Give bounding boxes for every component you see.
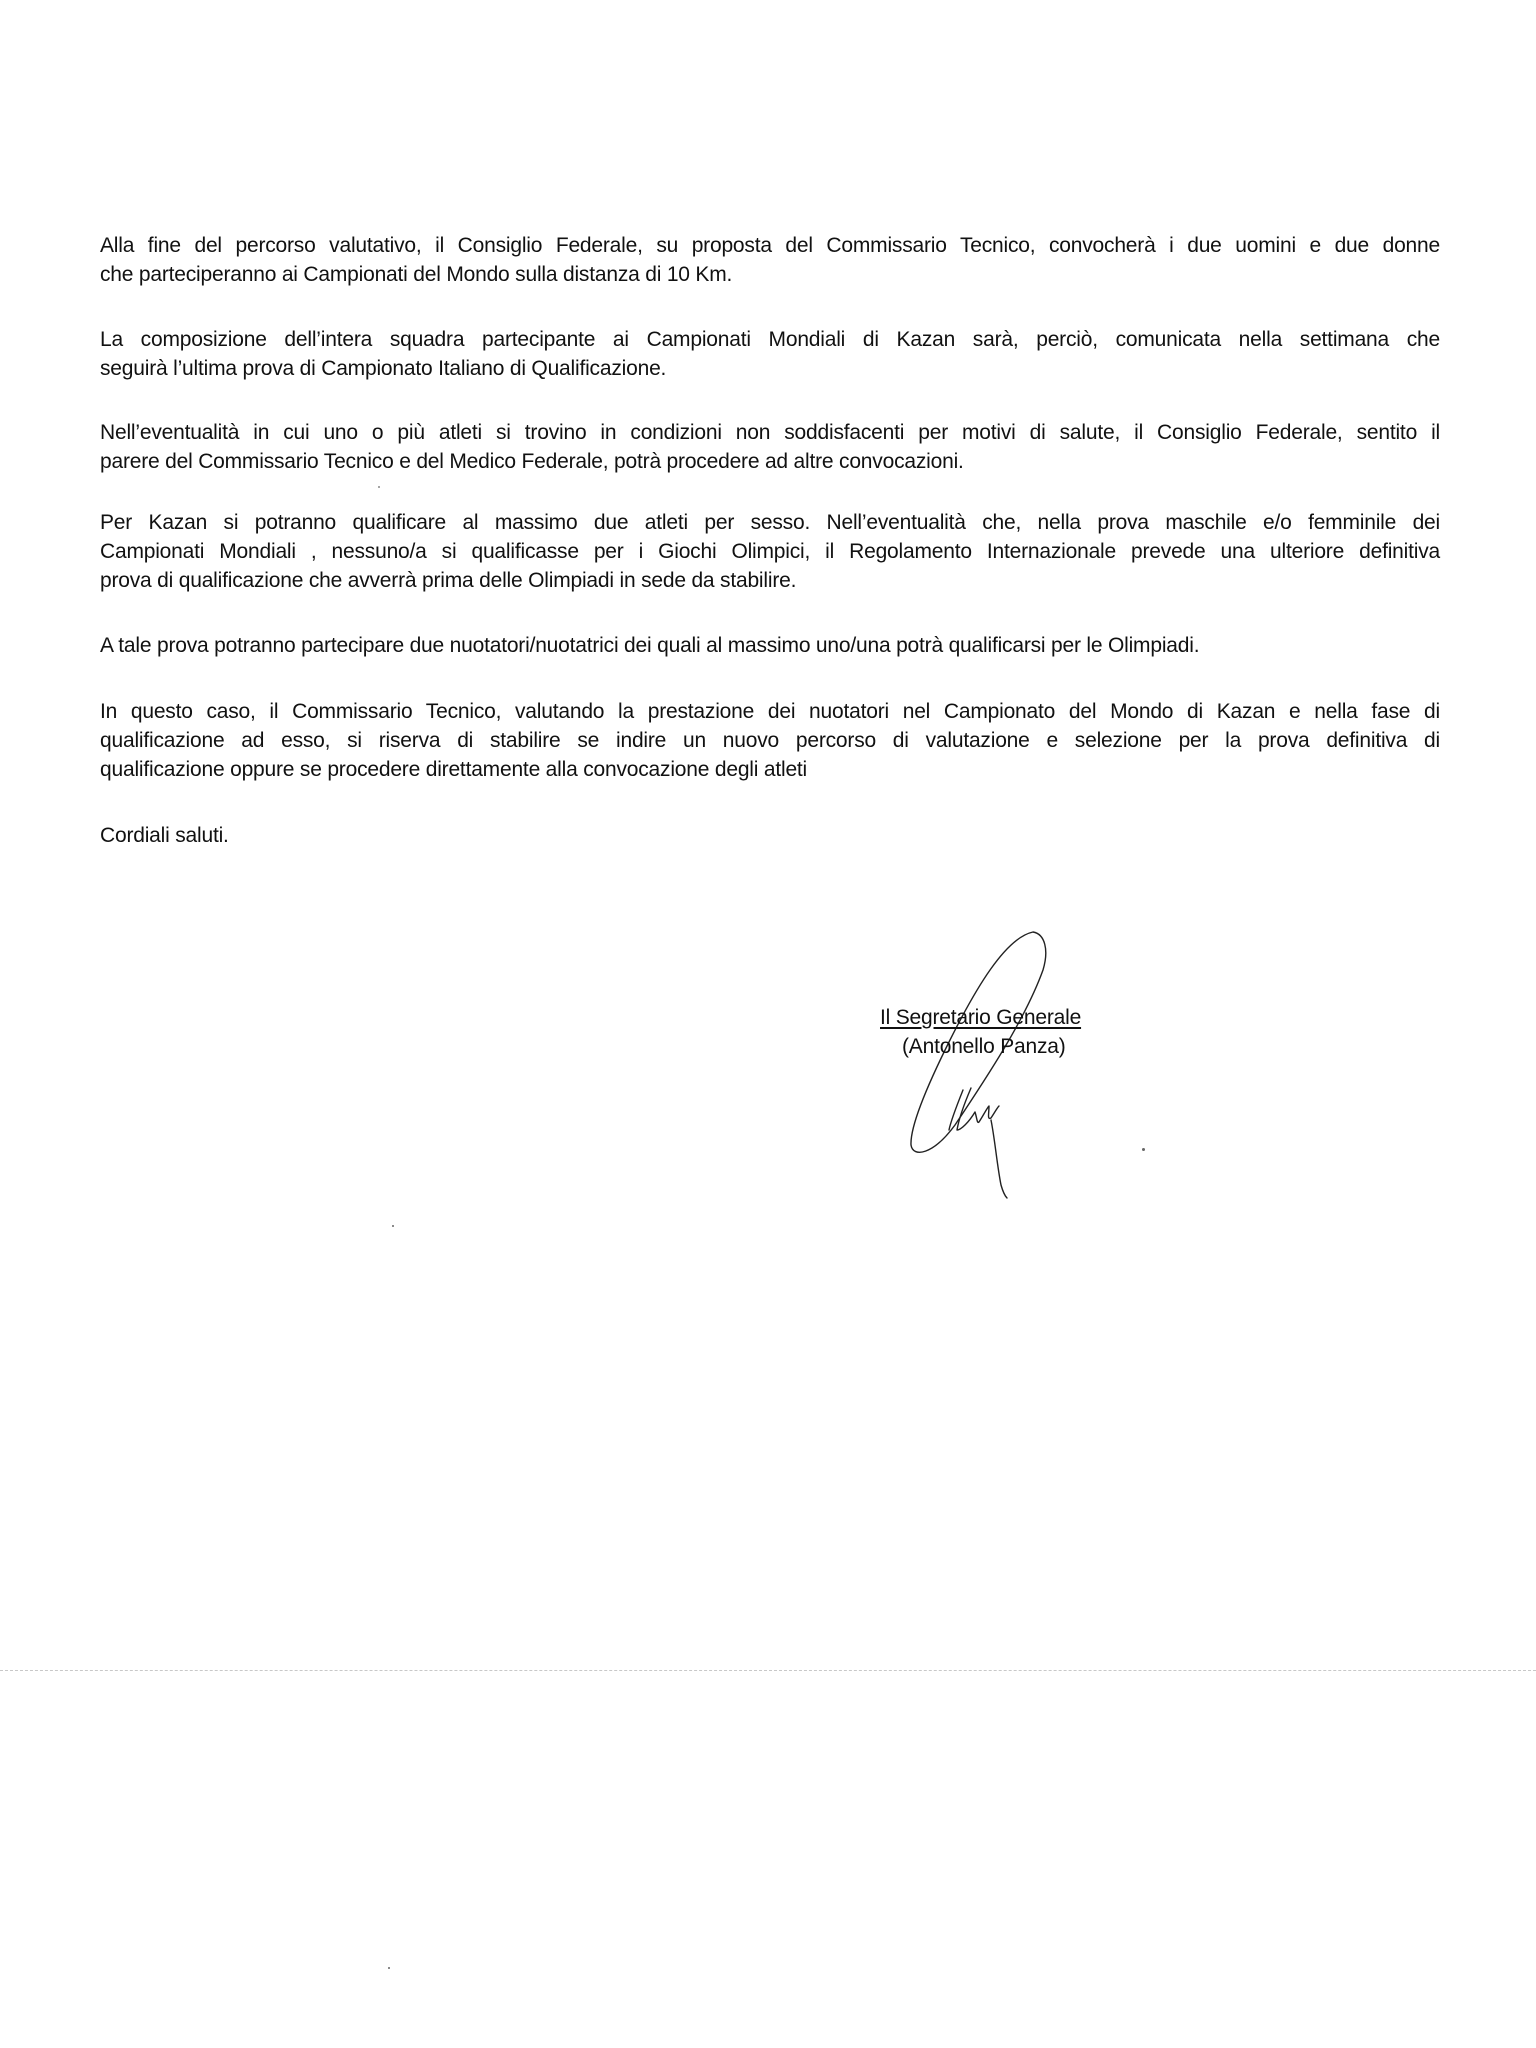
text-line: Alla fine del percorso valutativo, il Consiglio Federale, su proposta del Commissario Tecnico, convocherà i due uomini e due donne [100,234,1440,257]
text-line: Per Kazan si potranno qualificare al massimo due atleti per sesso. Nell’eventualità che, nella prova maschile e/o femminile dei [100,511,1440,534]
paragraph-health-conditions [100,418,1440,476]
paragraph-technical-commissioner [100,697,1440,784]
scan-speck [378,486,380,488]
text-line: Nell’eventualità in cui uno o più atleti si trovino in condizioni non soddisfacenti per motivi di salute, il Consiglio Federale, sentito il [100,421,1440,444]
paragraph-kazan-qualification [100,508,1440,595]
text-line: prova di qualificazione che avverrà prima delle Olimpiadi in sede da stabilire. [100,569,797,592]
paragraph-team-composition [100,325,1440,383]
text-line: In questo caso, il Commissario Tecnico, valutando la prestazione dei nuotatori nel Campionato del Mondo di Kazan e nella fase di [100,700,1440,723]
handwritten-signature-icon [905,930,1055,1200]
text-line: seguirà l’ultima prova di Campionato Italiano di Qualificazione. [100,357,667,380]
text-line: A tale prova potranno partecipare due nuotatori/nuotatrici dei quali al massimo uno/una potrà qualificarsi per le Olimpiadi. [100,634,1200,657]
signatory-title: Il Segretario Generale [880,1006,1082,1029]
signatory-name: (Antonello Panza) [902,1035,1066,1058]
closing-salutation: Cordiali saluti. [100,824,229,847]
text-line: qualificazione ad esso, si riserva di stabilire se indire un nuovo percorso di valutazione e selezione per la prova definitiva di [100,729,1440,752]
scan-fold-line [0,1670,1536,1671]
text-line: parere del Commissario Tecnico e del Medico Federale, potrà procedere ad altre convocazioni. [100,450,964,473]
paragraph-final-trial [100,631,1440,660]
text-line: Campionati Mondiali , nessuno/a si qualificasse per i Giochi Olimpici, il Regolamento Internazionale prevede una ulteriore definitiva [100,540,1440,563]
scan-speck [388,1967,390,1969]
text-line: La composizione dell’intera squadra partecipante ai Campionati Mondiali di Kazan sarà, perciò, comunicata nella settimana che [100,328,1440,351]
text-line: qualificazione oppure se procedere direttamente alla convocazione degli atleti [100,758,808,781]
signature-block [880,1003,1140,1061]
scan-speck [392,1225,394,1227]
text-line: che parteciperanno ai Campionati del Mondo sulla distanza di 10 Km. [100,263,733,286]
paragraph-team-selection [100,231,1440,289]
scan-speck [1142,1148,1145,1151]
